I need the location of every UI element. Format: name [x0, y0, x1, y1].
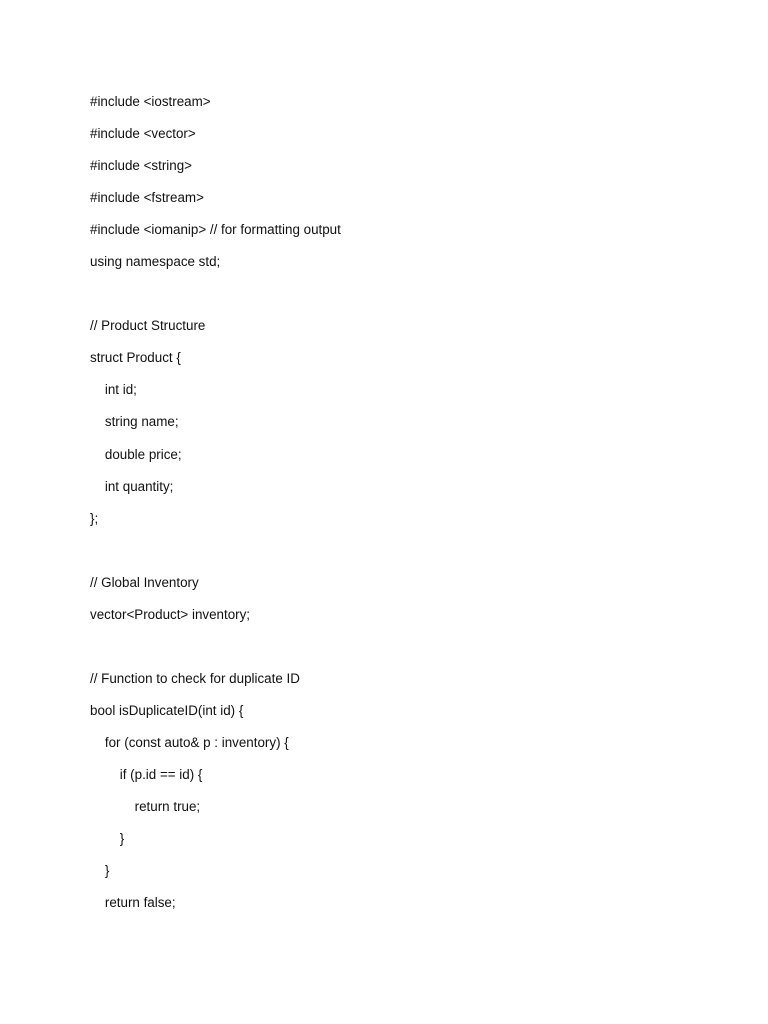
code-line: return false; [90, 895, 176, 911]
code-line: } [90, 831, 125, 847]
code-line: #include <vector> [90, 126, 196, 142]
code-line: if (p.id == id) { [90, 766, 203, 782]
blank-line [90, 542, 710, 574]
code-line: string name; [90, 414, 179, 430]
code-line: } [90, 863, 110, 879]
code-line: int id; [90, 382, 137, 398]
code-line: using namespace std; [90, 254, 221, 270]
code-line: double price; [90, 446, 182, 462]
code-line: #include <iomanip> // for formatting output [90, 222, 341, 238]
code-line: // Product Structure [90, 318, 206, 334]
code-line: struct Product { [90, 350, 181, 366]
code-line: // Function to check for duplicate ID [90, 670, 300, 686]
code-line: int quantity; [90, 478, 174, 494]
code-line: bool isDuplicateID(int id) { [90, 702, 244, 718]
code-line: for (const auto& p : inventory) { [90, 734, 289, 750]
code-line: // Global Inventory [90, 574, 199, 590]
code-line: #include <iostream> [90, 94, 211, 109]
blank-line [90, 285, 710, 317]
document-body [90, 93, 710, 926]
code-line: #include <string> [90, 158, 192, 174]
code-line: }; [90, 510, 99, 526]
code-line: vector<Product> inventory; [90, 606, 251, 622]
code-line: return true; [90, 799, 201, 815]
code-line: #include <fstream> [90, 190, 204, 206]
blank-line [90, 638, 710, 670]
